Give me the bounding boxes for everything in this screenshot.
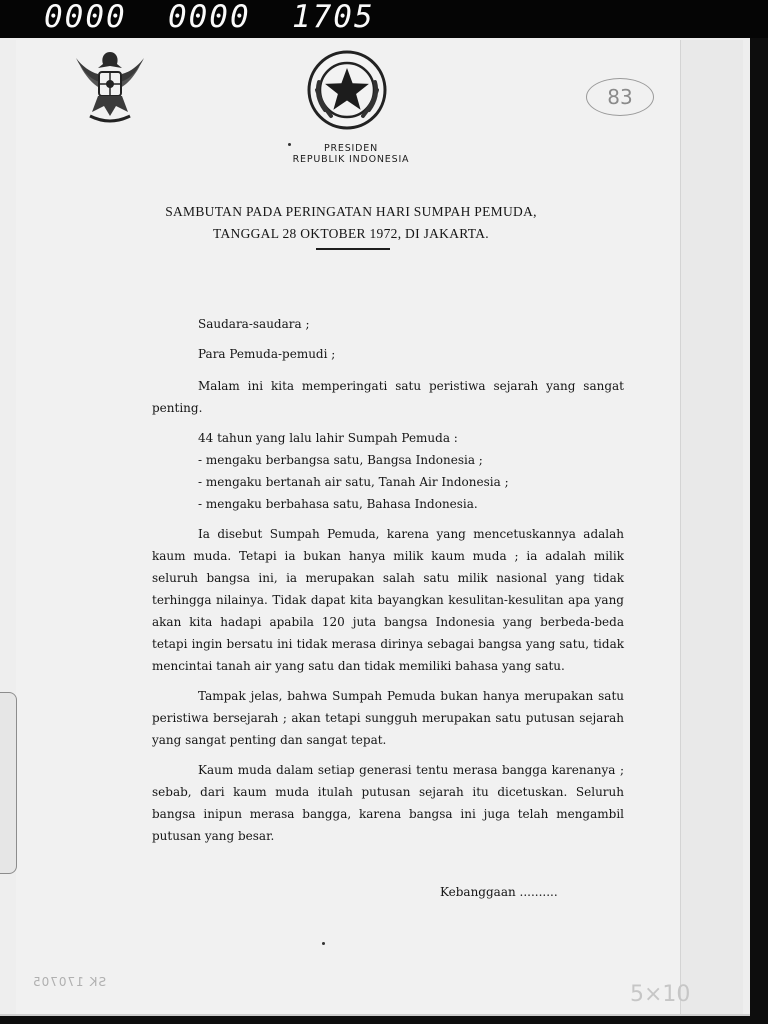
document-title xyxy=(136,201,566,245)
archive-code: SK 170705 xyxy=(32,975,107,989)
page-margin-strip xyxy=(681,40,743,1014)
paragraph-1: Malam ini kita memperingati satu peristiwa sejarah yang sangat penting. xyxy=(152,379,624,415)
page-bottom-edge xyxy=(0,1014,750,1016)
list-intro: 44 tahun yang lalu lahir Sumpah Pemuda : xyxy=(198,431,458,445)
corner-mark: 5×10 xyxy=(630,982,691,1007)
paragraph-3: Tampak jelas, bahwa Sumpah Pemuda bukan hanya merupakan satu peristiwa bersejarah ; akan tetapi sungguh merupakan satu putusan sejarah yang sangat penting dan sangat tepat. xyxy=(152,689,624,747)
paragraph-4: Kaum muda dalam setiap generasi tentu merasa bangga karenanya ; sebab, dari kaum muda itulah putusan sejarah itu dicetuskan. Seluruh bangsa inipun merasa bangga, karena bangsa ini juga telah mengambil putusan yang besar. xyxy=(152,763,624,843)
letterhead-line-2: REPUBLIK INDONESIA xyxy=(292,154,410,165)
film-strip-bar xyxy=(0,0,768,38)
binding-tab xyxy=(0,692,17,874)
letterhead xyxy=(256,143,446,165)
list-item: - mengaku berbangsa satu, Bangsa Indonesia ; xyxy=(198,453,483,467)
list-item: - mengaku berbahasa satu, Bahasa Indonesia. xyxy=(198,497,478,511)
letterhead-line-1: PRESIDEN xyxy=(324,143,378,154)
page-number: 83 xyxy=(586,78,654,116)
oath-list xyxy=(152,427,624,515)
letter-sheet xyxy=(16,40,681,1014)
presidential-star-seal-icon xyxy=(305,48,389,132)
title-line-1: SAMBUTAN PADA PERINGATAN HARI SUMPAH PEMUDA, xyxy=(165,204,537,219)
scanned-page xyxy=(0,38,750,1016)
stray-mark xyxy=(288,143,291,146)
list-item: - mengaku bertanah air satu, Tanah Air Indonesia ; xyxy=(198,475,509,489)
stray-mark xyxy=(322,942,325,945)
greeting-line: Para Pemuda-pemudi ; xyxy=(198,347,336,361)
frame-number: 0000 0000 1705 xyxy=(44,0,375,35)
garuda-pancasila-icon xyxy=(68,44,152,128)
title-underline xyxy=(316,248,390,250)
continuation-catchword: Kebanggaan .......... xyxy=(440,885,558,899)
title-line-2: TANGGAL 28 OKTOBER 1972, DI JAKARTA. xyxy=(213,226,489,241)
paragraph-2: Ia disebut Sumpah Pemuda, karena yang mencetuskannya adalah kaum muda. Tetapi ia bukan hanya milik kaum muda ; ia adalah milik seluruh bangsa ini, ia merupakan salah satu milik nasional yang tidak terhingga nilainya. Tidak dapat kita bayangkan kesulitan-kesulitan apa yang akan kita hadapi apabila 120 juta bangsa Indonesia yang berbeda-beda tetapi ingin bersatu ini tidak merasa dirinya sebagai bangsa yang satu, tidak mencintai tanah air yang satu dan tidak memiliki bahasa yang satu. xyxy=(152,527,624,673)
greeting-line: Saudara-saudara ; xyxy=(198,317,310,331)
speech-body xyxy=(152,313,624,847)
